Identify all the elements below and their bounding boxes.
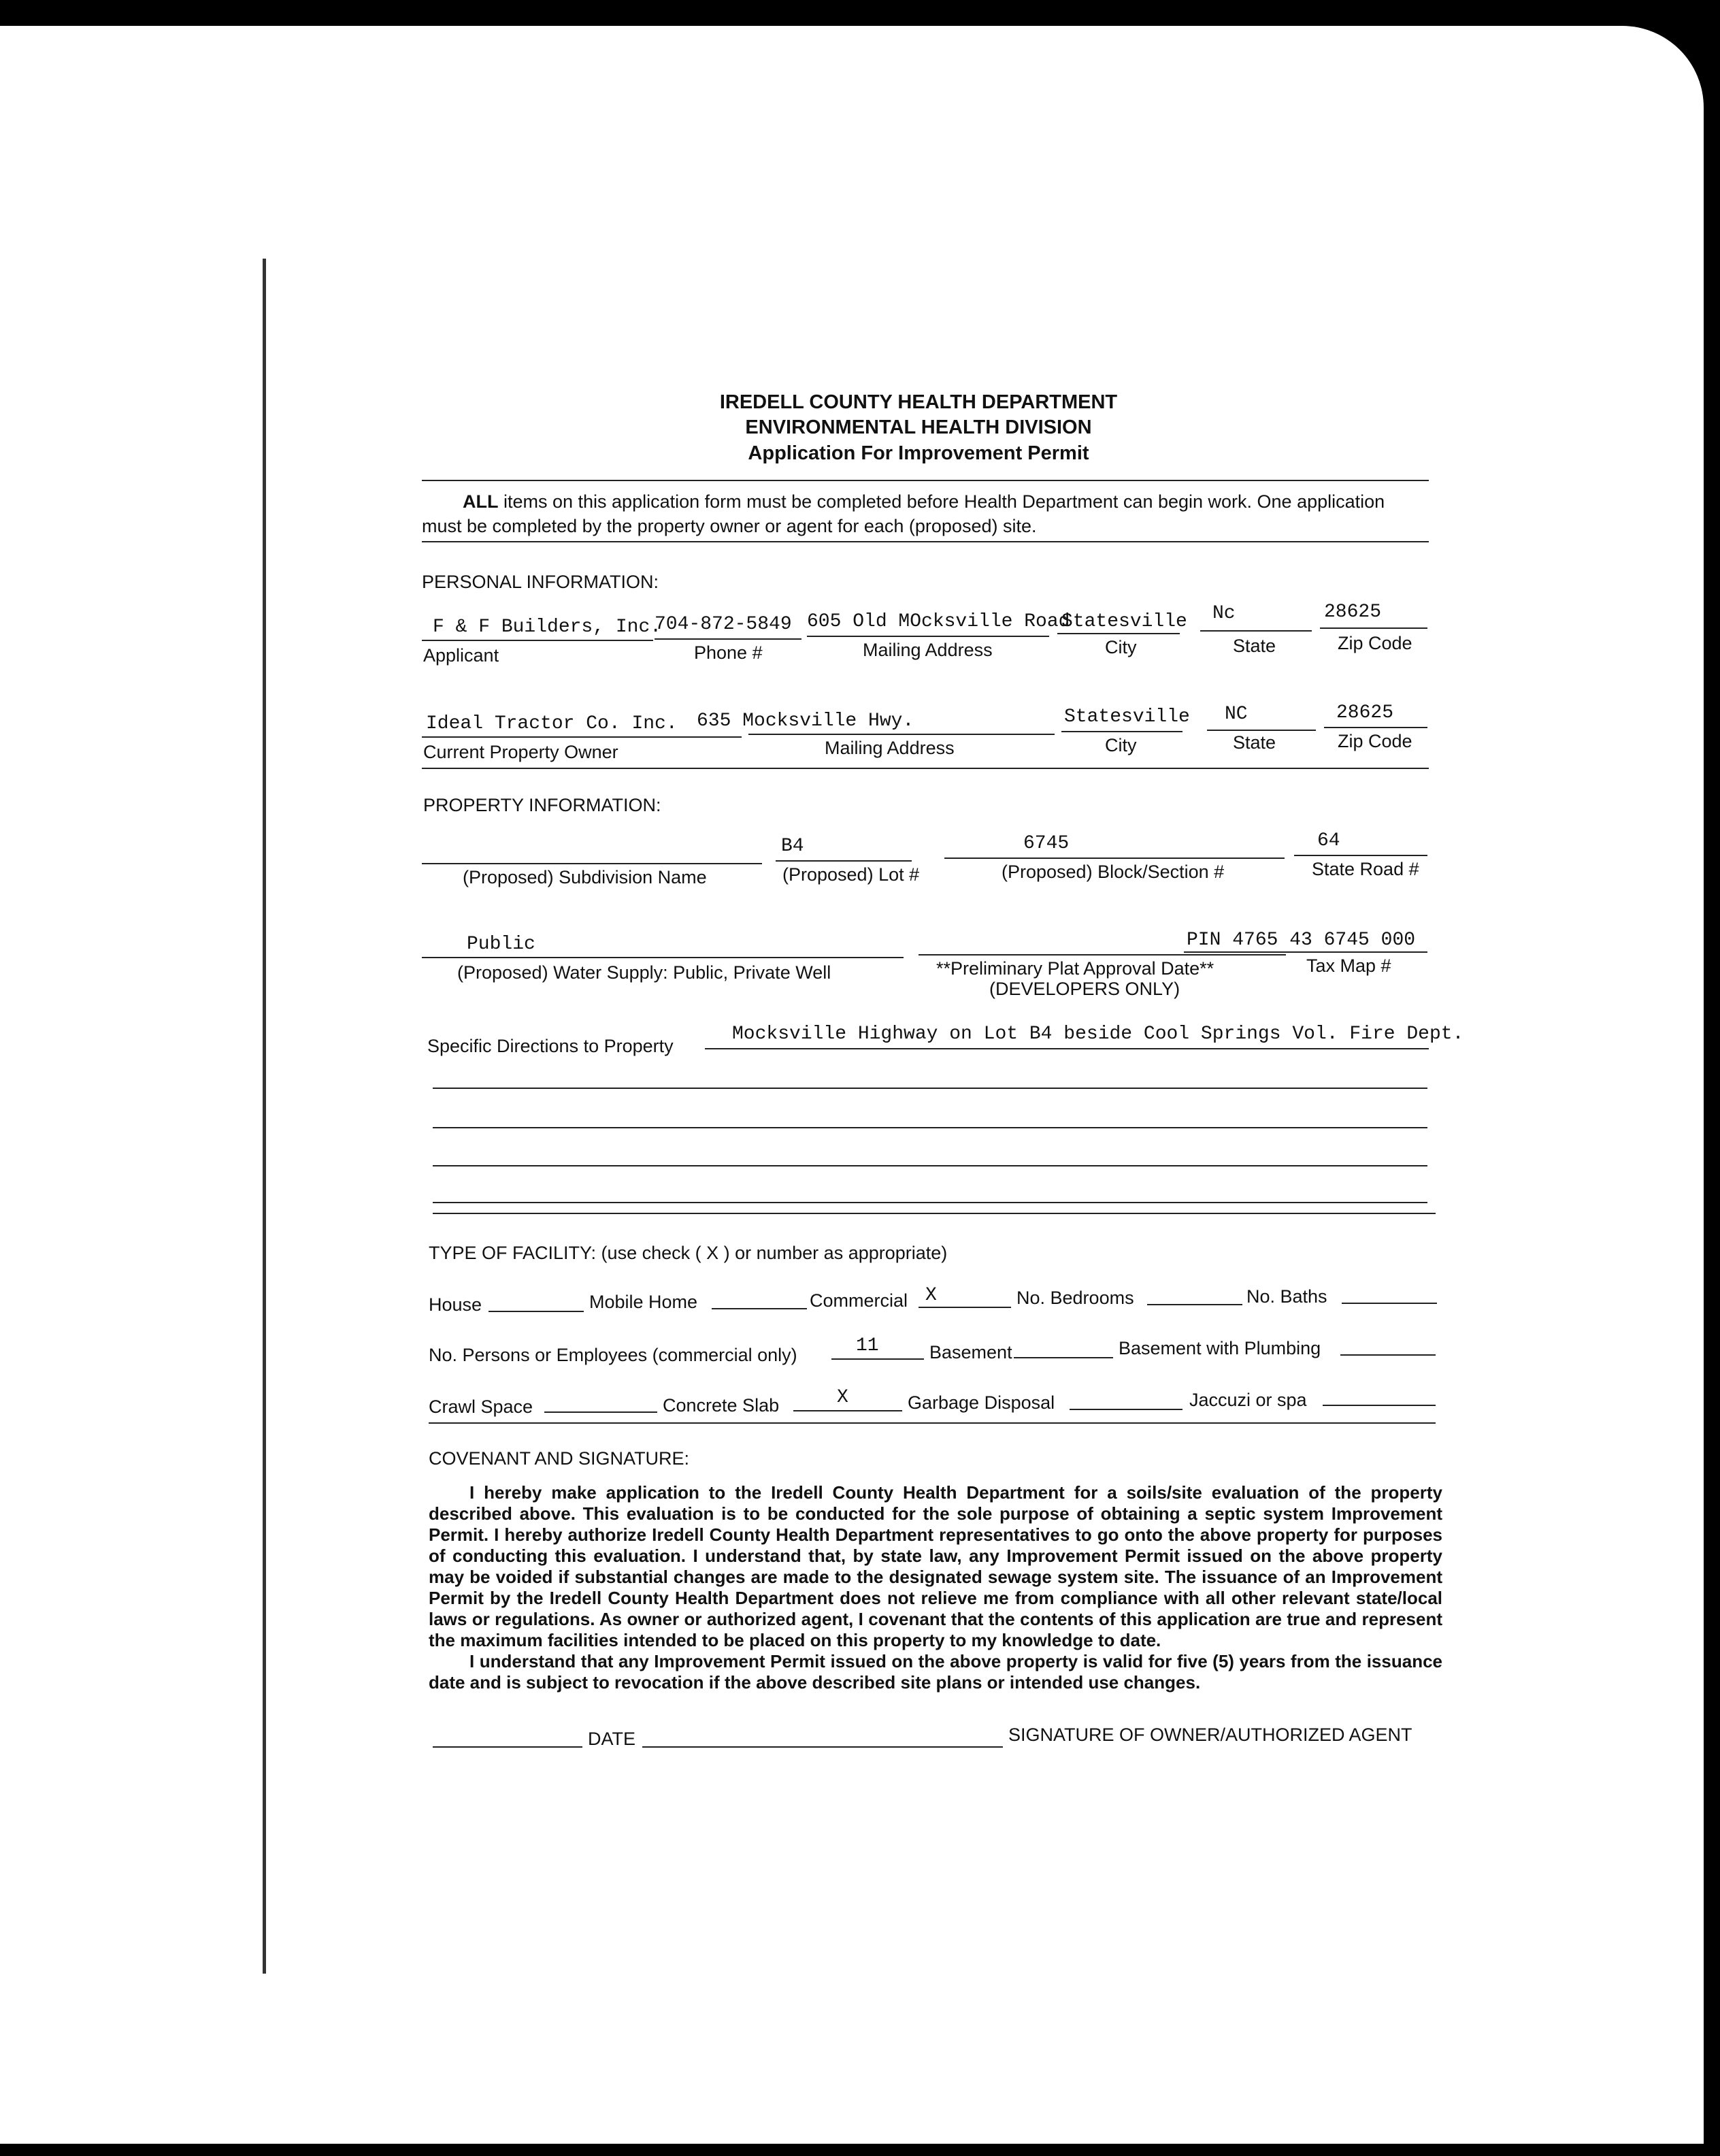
city-rule <box>1057 633 1180 634</box>
directions-label: Specific Directions to Property <box>427 1036 674 1056</box>
directions-value: Mocksville Highway on Lot B4 beside Cool Springs Vol. Fire Dept. <box>732 1024 1464 1045</box>
persons-label: No. Persons or Employees (commercial only) <box>429 1345 797 1365</box>
crawl-space-label: Crawl Space <box>429 1396 533 1417</box>
commercial-rule <box>919 1307 1011 1308</box>
directions-rule-2 <box>433 1088 1427 1089</box>
water-supply-label: (Proposed) Water Supply: Public, Private Well <box>457 962 831 983</box>
commercial-label: Commercial <box>810 1290 908 1311</box>
directions-rule-1 <box>705 1048 1429 1049</box>
owner-city-value: Statesville <box>1064 706 1190 728</box>
instructions-text-1: items on this application form must be completed before Health Department can begin work. One application <box>498 491 1385 512</box>
state-road-value: 64 <box>1317 830 1340 851</box>
lot-value: B4 <box>781 836 804 857</box>
house-label: House <box>429 1294 482 1315</box>
garbage-disposal-rule <box>1070 1409 1182 1410</box>
persons-rule <box>831 1358 924 1360</box>
baths-rule <box>1342 1303 1437 1304</box>
city-label: City <box>1105 637 1137 657</box>
state-value: Nc <box>1212 603 1236 624</box>
tax-map-value: PIN 4765 43 6745 000 <box>1187 930 1416 951</box>
directions-rule-5 <box>433 1202 1427 1203</box>
header-rule <box>422 480 1429 481</box>
subdivision-rule <box>422 863 762 864</box>
instructions-rule <box>422 541 1429 542</box>
concrete-slab-rule <box>793 1410 902 1411</box>
basement-plumbing-rule <box>1340 1354 1436 1356</box>
instructions-line-1 <box>463 491 1385 512</box>
scanned-page <box>0 26 1704 2144</box>
developers-only-label: (DEVELOPERS ONLY) <box>989 979 1180 999</box>
form-title: Application For Improvement Permit <box>748 442 1089 464</box>
facility-heading: TYPE OF FACILITY: (use check ( X ) or number as appropriate) <box>429 1243 948 1263</box>
owner-mailing-label: Mailing Address <box>825 738 955 758</box>
state-rule <box>1200 630 1312 632</box>
house-rule <box>489 1311 584 1312</box>
water-supply-value: Public <box>467 934 535 955</box>
covenant-text <box>429 1482 1442 1693</box>
zip-rule <box>1320 627 1427 629</box>
owner-address-rule <box>748 734 1055 735</box>
state-road-rule <box>1294 855 1427 856</box>
owner-city-label: City <box>1105 735 1137 755</box>
phone-label: Phone # <box>694 642 763 663</box>
directions-rule-4 <box>433 1165 1427 1166</box>
block-value: 6745 <box>1023 833 1070 854</box>
signature-label: SIGNATURE OF OWNER/AUTHORIZED AGENT <box>1008 1725 1412 1745</box>
basement-label: Basement <box>929 1342 1012 1362</box>
date-label: DATE <box>588 1729 636 1749</box>
plat-approval-label: **Preliminary Plat Approval Date** <box>936 958 1214 979</box>
property-information-heading: PROPERTY INFORMATION: <box>423 795 661 815</box>
owner-state-label: State <box>1233 732 1276 753</box>
personal-information-heading: PERSONAL INFORMATION: <box>422 572 659 592</box>
lot-label: (Proposed) Lot # <box>782 864 920 885</box>
mobile-home-label: Mobile Home <box>589 1292 698 1312</box>
persons-value: 11 <box>856 1335 879 1356</box>
page-edge-shadow <box>263 259 266 1974</box>
block-label: (Proposed) Block/Section # <box>1002 862 1225 882</box>
owner-zip-label: Zip Code <box>1338 731 1412 751</box>
concrete-slab-label: Concrete Slab <box>663 1395 780 1416</box>
covenant-paragraph-2: I understand that any Improvement Permit issued on the above property is valid for five (5) years from the issuance date and is subject to revocation if the above described site plans or intended use changes. <box>429 1651 1442 1693</box>
mobile-home-rule <box>712 1308 807 1309</box>
owner-zip-rule <box>1324 727 1427 728</box>
bedrooms-label: No. Bedrooms <box>1016 1288 1134 1308</box>
tax-map-rule <box>1184 951 1427 953</box>
basement-rule <box>1014 1357 1113 1358</box>
covenant-paragraph-1: I hereby make application to the Iredell County Health Department for a soils/site evaluation of the property described above. This evaluation is to be conducted for the sole purpose of obtaining a septic system Improvement Permit. I hereby authorize Iredell County Health Department representatives to go onto the above property for purposes of conducting this evaluation. I understand that, by state law, any Improvement Permit issued on the above property may be voided if substantial changes are made to the designated sewage system site. The issuance of an Improvement Permit by the Iredell County Health Department does not relieve me from compliance with all other relevant state/local laws or regulations. As owner or authorized agent, I covenant that the contents of this application are true and represent the maximum facilities intended to be placed on this property to my knowledge to date. <box>429 1482 1442 1650</box>
facility-section-rule <box>429 1422 1436 1424</box>
owner-address-value: 635 Mocksville Hwy. <box>697 710 914 732</box>
water-supply-rule <box>422 957 904 958</box>
tax-map-label: Tax Map # <box>1306 956 1391 976</box>
covenant-heading: COVENANT AND SIGNATURE: <box>429 1448 690 1469</box>
garbage-disposal-label: Garbage Disposal <box>908 1392 1055 1413</box>
crawl-space-rule <box>544 1411 657 1413</box>
applicant-rule <box>422 640 653 641</box>
instructions-lead: ALL <box>463 491 499 512</box>
signature-rule <box>642 1746 1003 1748</box>
bedrooms-rule <box>1147 1304 1242 1305</box>
state-label: State <box>1233 636 1276 656</box>
subdivision-label: (Proposed) Subdivision Name <box>463 867 707 887</box>
mailing-address-label: Mailing Address <box>863 640 993 660</box>
owner-state-rule <box>1207 730 1316 731</box>
owner-value: Ideal Tractor Co. Inc. <box>426 713 678 734</box>
applicant-label: Applicant <box>423 645 499 666</box>
instructions-line-2: must be completed by the property owner or agent for each (proposed) site. <box>422 516 1037 536</box>
owner-label: Current Property Owner <box>423 742 618 762</box>
phone-value: 704-872-5849 <box>655 614 792 635</box>
plat-date-rule <box>919 954 1286 956</box>
commercial-value: X <box>925 1285 937 1306</box>
date-rule-left <box>433 1746 582 1748</box>
department-title: IREDELL COUNTY HEALTH DEPARTMENT <box>719 391 1118 413</box>
directions-rule-3 <box>433 1127 1427 1128</box>
jacuzzi-rule <box>1323 1405 1436 1406</box>
zip-value: 28625 <box>1324 602 1382 623</box>
phone-rule <box>655 638 801 640</box>
division-title: ENVIRONMENTAL HEALTH DIVISION <box>745 416 1092 438</box>
jacuzzi-label: Jaccuzi or spa <box>1189 1390 1307 1410</box>
state-road-label: State Road # <box>1312 859 1419 879</box>
directions-rule-6 <box>433 1213 1436 1214</box>
block-rule <box>944 858 1285 859</box>
basement-plumbing-label: Basement with Plumbing <box>1119 1338 1321 1358</box>
lot-rule <box>776 860 912 862</box>
zip-label: Zip Code <box>1338 633 1412 653</box>
personal-section-rule <box>422 768 1429 769</box>
owner-state-value: NC <box>1225 704 1248 725</box>
concrete-slab-value: X <box>837 1387 848 1408</box>
city-value: Statesville <box>1061 611 1187 632</box>
owner-city-rule <box>1061 731 1182 732</box>
baths-label: No. Baths <box>1246 1286 1327 1307</box>
mailing-address-value: 605 Old MOcksville Road <box>807 611 1070 632</box>
mailing-rule <box>807 636 1049 637</box>
applicant-value: F & F Builders, Inc. <box>433 617 662 638</box>
owner-zip-value: 28625 <box>1336 702 1394 723</box>
owner-rule <box>422 736 742 738</box>
